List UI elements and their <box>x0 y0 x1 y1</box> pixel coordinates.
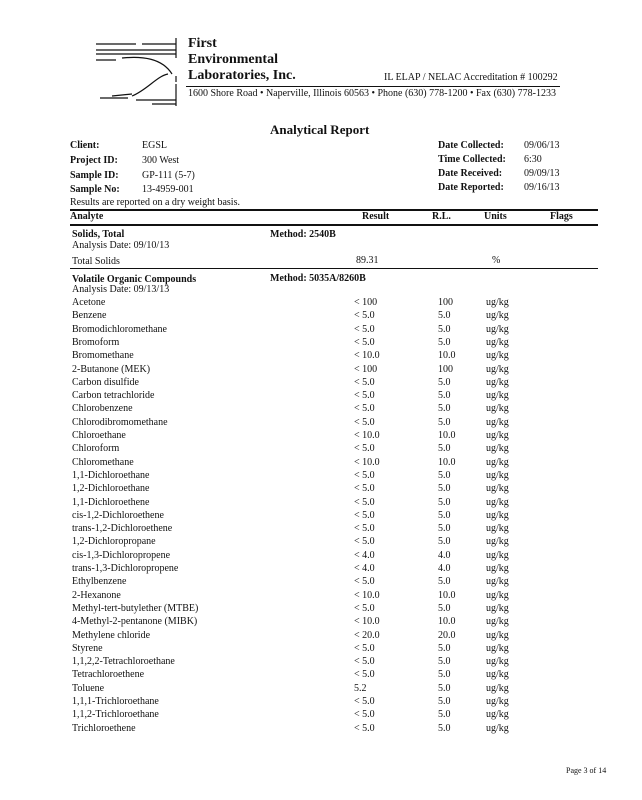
table-row <box>72 576 592 589</box>
solids-section-title: Solids, Total <box>72 229 125 240</box>
table-row <box>72 709 592 722</box>
table-row <box>72 669 592 682</box>
result-value: < 10.0 <box>354 589 380 601</box>
table-row <box>72 470 592 483</box>
analyte-name: 1,1,2-Trichloroethane <box>72 709 159 721</box>
table-top-rule <box>70 209 598 211</box>
units-value: ug/kg <box>486 416 509 428</box>
table-row <box>72 590 592 603</box>
rl-value: 5.0 <box>438 323 451 335</box>
rl-value: 4.0 <box>438 563 451 574</box>
project-value: 300 West <box>142 155 180 166</box>
analyte-name: 1,1-Dichloroethene <box>72 496 150 508</box>
analyte-name: 1,1,1-Trichloroethane <box>72 696 159 707</box>
units-value: ug/kg <box>486 456 509 468</box>
analyte-name: Carbon tetrachloride <box>72 390 155 402</box>
table-row <box>72 563 592 576</box>
time-collected-value: 6:30 <box>524 154 542 165</box>
units-value: ug/kg <box>486 363 509 375</box>
result-value: < 5.0 <box>354 310 375 322</box>
date-collected-value: 09/06/13 <box>524 140 560 151</box>
date-received-value: 09/09/13 <box>524 168 560 179</box>
table-row <box>72 417 592 430</box>
result-value: < 5.0 <box>354 483 375 495</box>
result-value: < 100 <box>354 363 378 375</box>
result-value: < 10.0 <box>354 350 380 362</box>
analyte-name: Benzene <box>72 310 107 322</box>
units-value: ug/kg <box>486 509 509 521</box>
lab-name-line1: First <box>188 36 217 51</box>
rl-value: 100 <box>438 297 453 308</box>
col-analyte: Analyte <box>70 211 104 222</box>
analyte-name: 1,1,2,2-Tetrachloroethane <box>72 656 175 668</box>
result-value: < 5.0 <box>354 523 375 535</box>
result-value: < 4.0 <box>354 549 375 561</box>
analyte-name: Tetrachloroethene <box>72 669 145 681</box>
rl-value: 5.0 <box>438 469 451 481</box>
table-row <box>72 337 592 350</box>
report-title: Analytical Report <box>270 122 370 137</box>
result-value: < 5.0 <box>354 496 375 508</box>
rl-value: 5.0 <box>438 696 451 707</box>
table-row <box>72 297 592 310</box>
date-reported-label: Date Reported: <box>438 182 504 193</box>
units-value: ug/kg <box>486 589 509 601</box>
result-value: < 5.0 <box>354 416 375 428</box>
units-value: ug/kg <box>486 469 509 481</box>
sample-no-value: 13-4959-001 <box>142 184 194 195</box>
date-received-label: Date Received: <box>438 168 503 179</box>
result-value: < 5.0 <box>354 709 375 721</box>
units-value: ug/kg <box>486 616 509 628</box>
result-value: < 5.0 <box>354 642 375 654</box>
units-value: ug/kg <box>486 523 509 535</box>
units-value: ug/kg <box>486 430 509 441</box>
table-row <box>72 403 592 416</box>
page-number: Page 3 of 14 <box>566 766 607 775</box>
rl-value: 5.0 <box>438 390 451 402</box>
analyte-name: Chloromethane <box>72 456 134 468</box>
units-value: ug/kg <box>486 376 509 388</box>
lab-name-line2: Environmental <box>188 52 278 67</box>
analyte-name: Ethylbenzene <box>72 576 127 588</box>
result-value: < 4.0 <box>354 563 375 574</box>
rl-value: 10.0 <box>438 616 456 628</box>
rl-value: 10.0 <box>438 589 456 601</box>
units-value: ug/kg <box>486 350 509 362</box>
accreditation: IL ELAP / NELAC Accreditation # 100292 <box>384 72 558 83</box>
date-collected-label: Date Collected: <box>438 140 504 151</box>
rl-value: 5.0 <box>438 682 451 694</box>
analyte-name: trans-1,3-Dichloropropene <box>72 563 179 574</box>
units-value: ug/kg <box>486 642 509 654</box>
analyte-name: cis-1,2-Dichloroethene <box>72 509 164 521</box>
table-row <box>72 683 592 696</box>
result-value: < 20.0 <box>354 629 380 641</box>
solids-analysis-date: Analysis Date: 09/10/13 <box>72 240 170 251</box>
solids-analyte: Total Solids <box>72 256 120 267</box>
result-value: < 5.0 <box>354 469 375 481</box>
table-row <box>72 310 592 323</box>
solids-result: 89.31 <box>356 255 379 266</box>
analyte-name: Toluene <box>72 682 105 694</box>
solids-rule <box>70 268 598 269</box>
table-row <box>72 630 592 643</box>
basis-note: Results are reported on a dry weight basis. <box>70 197 240 208</box>
result-value: < 5.0 <box>354 722 375 734</box>
units-value: ug/kg <box>486 549 509 561</box>
analyte-name: 2-Hexanone <box>72 589 121 601</box>
result-value: < 5.0 <box>354 576 375 588</box>
table-row <box>72 364 592 377</box>
rl-value: 5.0 <box>438 709 451 721</box>
analyte-name: Bromodichloromethane <box>72 323 167 335</box>
table-row <box>72 483 592 496</box>
col-rl: R.L. <box>432 211 451 222</box>
result-value: 5.2 <box>354 682 367 694</box>
rl-value: 5.0 <box>438 376 451 388</box>
result-value: < 5.0 <box>354 602 375 614</box>
analyte-name: trans-1,2-Dichloroethene <box>72 523 173 535</box>
result-value: < 5.0 <box>354 443 375 455</box>
project-label: Project ID: <box>70 155 118 166</box>
solids-method: Method: 2540B <box>270 229 336 240</box>
analyte-name: 1,2-Dichloroethane <box>72 483 150 495</box>
units-value: ug/kg <box>486 443 509 455</box>
units-value: ug/kg <box>486 602 509 614</box>
result-value: < 100 <box>354 297 378 308</box>
result-value: < 5.0 <box>354 536 375 548</box>
analyte-name: Bromoform <box>72 336 120 348</box>
analyte-name: Chloroethane <box>72 430 126 441</box>
table-row <box>72 603 592 616</box>
sample-id-value: GP-111 (5-7) <box>142 170 195 181</box>
table-row <box>72 390 592 403</box>
units-value: ug/kg <box>486 563 509 574</box>
rl-value: 4.0 <box>438 549 451 561</box>
rl-value: 5.0 <box>438 496 451 508</box>
result-value: < 10.0 <box>354 430 380 441</box>
table-row <box>72 350 592 363</box>
units-value: ug/kg <box>486 629 509 641</box>
rl-value: 5.0 <box>438 642 451 654</box>
table-row <box>72 536 592 549</box>
col-result: Result <box>362 211 390 222</box>
col-units: Units <box>484 211 507 222</box>
analyte-name: 1,1-Dichloroethane <box>72 469 150 481</box>
units-value: ug/kg <box>486 297 509 308</box>
rl-value: 5.0 <box>438 656 451 668</box>
units-value: ug/kg <box>486 536 509 548</box>
rl-value: 5.0 <box>438 336 451 348</box>
analyte-name: Chlorobenzene <box>72 403 133 415</box>
result-value: < 5.0 <box>354 336 375 348</box>
result-value: < 5.0 <box>354 323 375 335</box>
result-value: < 5.0 <box>354 376 375 388</box>
units-value: ug/kg <box>486 709 509 721</box>
units-value: ug/kg <box>486 403 509 415</box>
table-row <box>72 430 592 443</box>
table-row <box>72 497 592 510</box>
rl-value: 5.0 <box>438 310 451 322</box>
date-reported-value: 09/16/13 <box>524 182 560 193</box>
units-value: ug/kg <box>486 323 509 335</box>
rl-value: 5.0 <box>438 669 451 681</box>
result-value: < 5.0 <box>354 390 375 402</box>
client-value: EGSL <box>142 140 167 151</box>
lab-logo <box>92 36 188 108</box>
analyte-name: cis-1,3-Dichloropropene <box>72 549 171 561</box>
rl-value: 5.0 <box>438 416 451 428</box>
units-value: ug/kg <box>486 656 509 668</box>
analyte-name: 2-Butanone (MEK) <box>72 363 151 375</box>
rl-value: 5.0 <box>438 722 451 734</box>
rl-value: 100 <box>438 363 453 375</box>
rl-value: 5.0 <box>438 602 451 614</box>
result-value: < 5.0 <box>354 669 375 681</box>
analyte-name: Carbon disulfide <box>72 376 139 388</box>
rl-value: 20.0 <box>438 629 456 641</box>
units-value: ug/kg <box>486 722 509 734</box>
solids-units: % <box>492 255 501 266</box>
table-row <box>72 523 592 536</box>
analyte-name: Methyl-tert-butylether (MTBE) <box>72 602 199 614</box>
sample-no-label: Sample No: <box>70 184 120 195</box>
units-value: ug/kg <box>486 696 509 707</box>
analyte-name: Bromomethane <box>72 350 134 362</box>
table-row <box>72 510 592 523</box>
table-row <box>72 324 592 337</box>
voc-method: Method: 5035A/8260B <box>270 273 366 284</box>
rl-value: 5.0 <box>438 536 451 548</box>
lab-address: 1600 Shore Road • Naperville, Illinois 60563 • Phone (630) 778-1200 • Fax (630) 778-1233 <box>188 88 556 99</box>
units-value: ug/kg <box>486 310 509 322</box>
analyte-name: Styrene <box>72 642 103 654</box>
table-row <box>72 457 592 470</box>
units-value: ug/kg <box>486 682 509 694</box>
table-row <box>72 656 592 669</box>
analyte-name: Trichloroethene <box>72 722 136 734</box>
analyte-name: Acetone <box>72 297 106 308</box>
rl-value: 5.0 <box>438 576 451 588</box>
voc-analysis-date: Analysis Date: 09/13/13 <box>72 284 170 295</box>
rl-value: 10.0 <box>438 350 456 362</box>
voc-section-title: Volatile Organic Compounds <box>72 274 197 285</box>
rl-value: 5.0 <box>438 443 451 455</box>
analyte-name: Chloroform <box>72 443 120 455</box>
rl-value: 5.0 <box>438 509 451 521</box>
rl-value: 10.0 <box>438 456 456 468</box>
lab-name-line3: Laboratories, Inc. <box>188 68 296 83</box>
result-value: < 5.0 <box>354 696 375 707</box>
units-value: ug/kg <box>486 496 509 508</box>
sample-id-label: Sample ID: <box>70 170 119 181</box>
table-row <box>72 616 592 629</box>
table-row <box>72 377 592 390</box>
result-value: < 10.0 <box>354 616 380 628</box>
result-value: < 5.0 <box>354 509 375 521</box>
analyte-name: Chlorodibromomethane <box>72 416 168 428</box>
rl-value: 5.0 <box>438 403 451 415</box>
rl-value: 5.0 <box>438 523 451 535</box>
col-flags: Flags <box>550 211 573 222</box>
header-rule <box>70 224 598 226</box>
table-row <box>72 723 592 736</box>
table-row <box>72 696 592 709</box>
analyte-name: 1,2-Dichloropropane <box>72 536 156 548</box>
rl-value: 10.0 <box>438 430 456 441</box>
units-value: ug/kg <box>486 390 509 402</box>
header-divider <box>186 86 560 87</box>
result-value: < 5.0 <box>354 403 375 415</box>
analyte-name: 4-Methyl-2-pentanone (MIBK) <box>72 616 198 628</box>
table-row <box>72 643 592 656</box>
analyte-name: Methylene chloride <box>72 629 151 641</box>
table-row <box>72 550 592 563</box>
client-label: Client: <box>70 140 100 151</box>
units-value: ug/kg <box>486 576 509 588</box>
units-value: ug/kg <box>486 669 509 681</box>
units-value: ug/kg <box>486 483 509 495</box>
units-value: ug/kg <box>486 336 509 348</box>
rl-value: 5.0 <box>438 483 451 495</box>
time-collected-label: Time Collected: <box>438 154 506 165</box>
table-row <box>72 443 592 456</box>
result-value: < 5.0 <box>354 656 375 668</box>
result-value: < 10.0 <box>354 456 380 468</box>
